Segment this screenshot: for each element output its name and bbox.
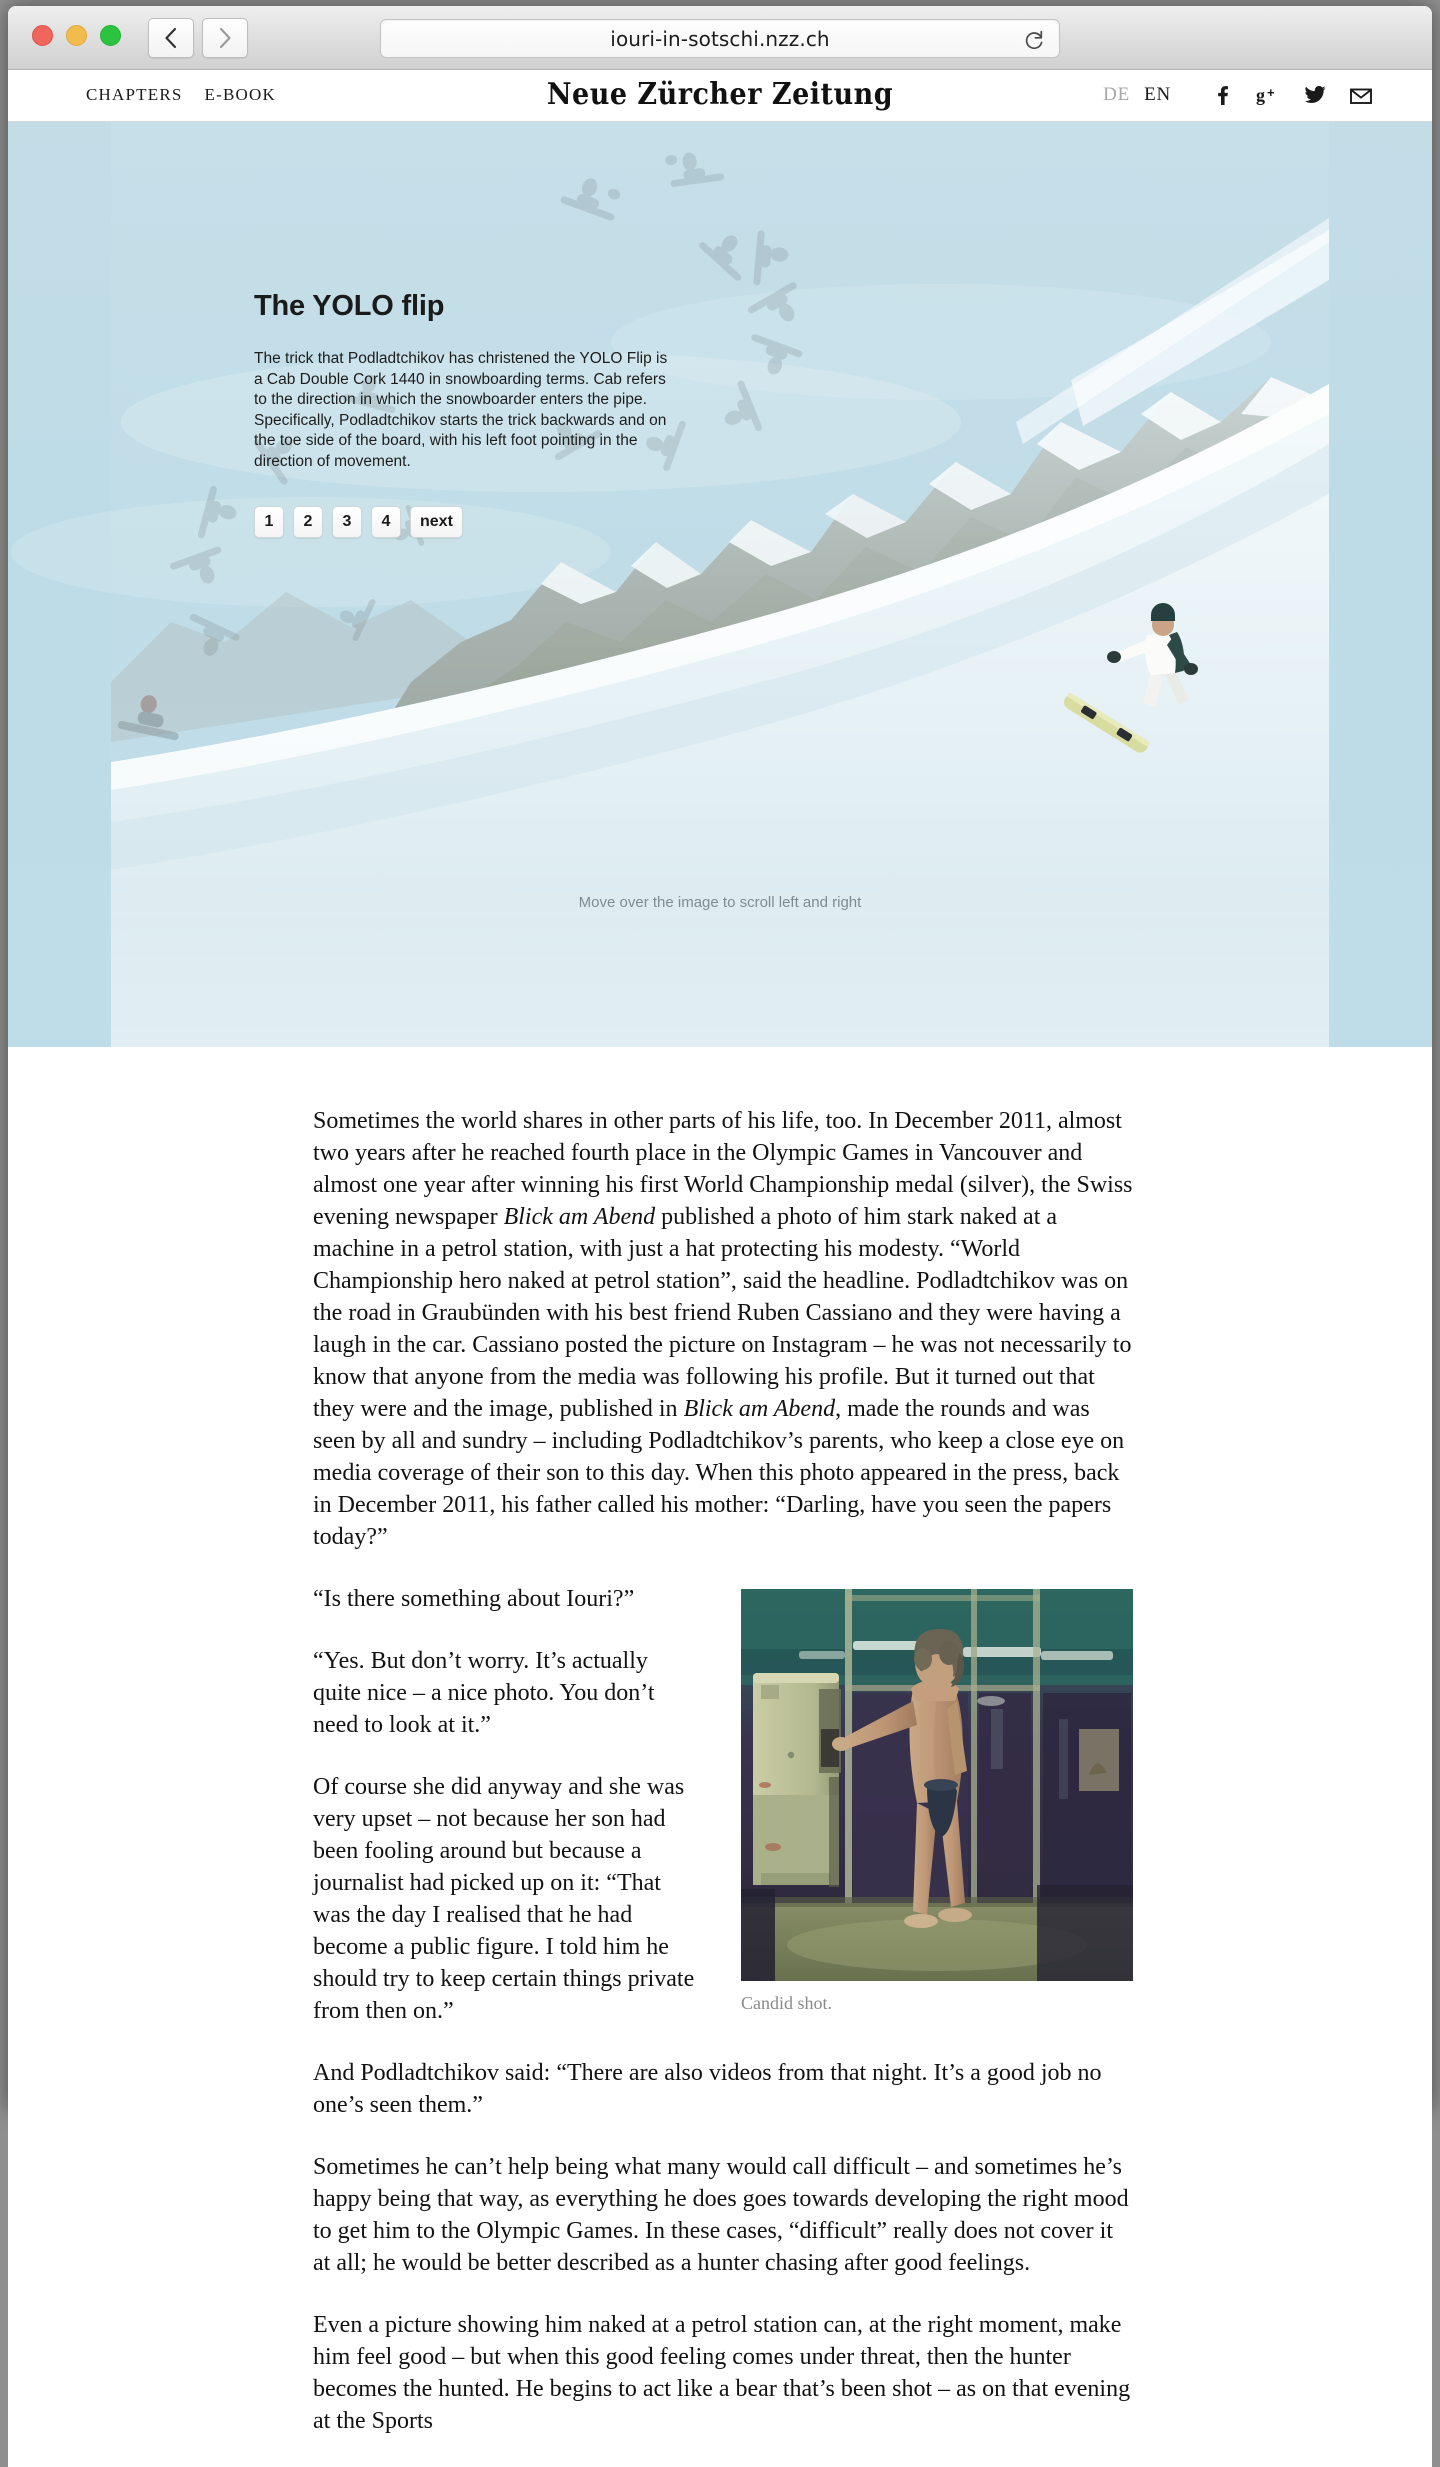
site-header <box>8 70 1432 122</box>
header-utilities <box>1096 84 1372 106</box>
article-column <box>313 1105 1133 2467</box>
browser-window <box>8 6 1432 2434</box>
close-window-button[interactable] <box>32 25 53 46</box>
window-controls <box>32 25 121 46</box>
article-paragraph: And Podladtchikov said: “There are also videos from that night. It’s a good job no one’s seen them.” <box>313 2060 1102 2118</box>
article-paragraph: “Is there something about Iouri?” <box>313 1586 635 1612</box>
nav-item-ebook[interactable]: E-BOOK <box>204 85 276 104</box>
back-button[interactable] <box>148 18 194 58</box>
article-photo <box>741 1589 1133 1981</box>
navigation-buttons <box>148 18 248 58</box>
email-icon[interactable] <box>1350 85 1372 105</box>
article-paragraph: Of course she did anyway and she was very upset – not because her son had been fooling around but because a journalist had picked up on it: “That was the day I realised that he had become a public figure. I told him he should try to keep certain things private from then on.” <box>313 1774 695 2024</box>
article-paragraph: Sometimes he can’t help being what many would call difficult – and sometimes he’s happy being that way, as everything he does goes towards developing the right mood to get him to the Olympic Games. In these cases, “difficult” really does not cover it at all; he would be better described as a hunter chasing after good feelings. <box>313 2154 1129 2276</box>
url-text: iouri-in-sotschi.nzz.ch <box>610 26 830 51</box>
google-plus-icon[interactable] <box>1256 85 1280 105</box>
pager-next-button[interactable]: next <box>410 506 463 538</box>
article-paragraph: “Yes. But don’t worry. It’s actually quite nice – a nice photo. You don’t need to look at it.” <box>313 1648 655 1738</box>
article-paragraph: Sometimes the world shares in other parts of his life, too. In December 2011, almost two years after he reached fourth place in the Olympic Games in Vancouver and almost one year after winning his first World Championship medal (silver), the Swiss evening newspaper Blick am Abend published a photo of him stark naked at a machine in a petrol station, with just a hat protecting his modesty. “World Championship hero naked at petrol station”, said the headline. Podladtchikov was on the road in Graubünden with his best friend Ruben Cassiano and they were having a laugh in the car. Cassiano posted the picture on Instagram – he was not necessarily to know that anyone from the media was following his profile. But it turned out that they were and the image, published in Blick am Abend, made the rounds and was seen by all and sundry – including Podladtchikov’s parents, who keep a close eye on media coverage of their son to this day. When this photo appeared in the press, back in December 2011, his father called his mother: “Darling, have you seen the papers today?” <box>313 1108 1133 1550</box>
article-body <box>8 1047 1432 2467</box>
forward-button[interactable] <box>202 18 248 58</box>
photo-caption: Candid shot. <box>741 1993 833 2013</box>
svg-text:+: + <box>1267 85 1275 100</box>
hero-pagination <box>254 506 684 538</box>
chevron-right-icon <box>217 27 233 49</box>
twitter-icon[interactable] <box>1304 85 1326 105</box>
hero-scroll-hint: Move over the image to scroll left and right <box>578 894 862 911</box>
pager-page-2[interactable]: 2 <box>293 506 323 538</box>
pager-page-3[interactable]: 3 <box>332 506 362 538</box>
minimize-window-button[interactable] <box>66 25 87 46</box>
language-switch-en[interactable]: EN <box>1144 84 1171 105</box>
chevron-left-icon <box>163 27 179 49</box>
social-links <box>1214 85 1372 105</box>
petrol-station-photo-illustration <box>741 1589 1133 1981</box>
reload-button[interactable] <box>1023 29 1045 56</box>
svg-text:g: g <box>1256 85 1265 105</box>
page-content <box>8 70 1432 2467</box>
site-masthead: Neue Zürcher Zeitung <box>546 77 894 112</box>
nav-item-chapters[interactable]: CHAPTERS <box>86 85 183 104</box>
language-switch-de[interactable]: DE <box>1103 84 1131 105</box>
browser-titlebar <box>8 6 1432 70</box>
article-figure <box>741 1589 1133 2014</box>
hero-description: The trick that Podladtchikov has christened the YOLO Flip is a Cab Double Cork 1440 in snowboarding terms. Cab refers to the direction in which the snowboarder enters the pipe. Specifically, Podladtchikov starts the trick backwards and on the toe side of the board, with his left foot pointing in the direction of movement. <box>254 350 668 470</box>
article-paragraph: Even a picture showing him naked at a petrol station can, at the right moment, make him feel good – but when this good feeling comes under threat, then the hunter becomes the hunted. He begins to act like a bear that’s been shot – as on that evening at the Sports <box>313 2312 1131 2434</box>
pager-page-1[interactable]: 1 <box>254 506 284 538</box>
facebook-icon[interactable] <box>1214 85 1232 105</box>
pager-page-4[interactable]: 4 <box>371 506 401 538</box>
hero-section <box>8 122 1432 1047</box>
hero-title: The YOLO flip <box>254 290 445 322</box>
reload-icon <box>1023 29 1045 51</box>
hero-caption-box <box>254 290 684 538</box>
address-bar[interactable] <box>380 19 1060 58</box>
zoom-window-button[interactable] <box>100 25 121 46</box>
